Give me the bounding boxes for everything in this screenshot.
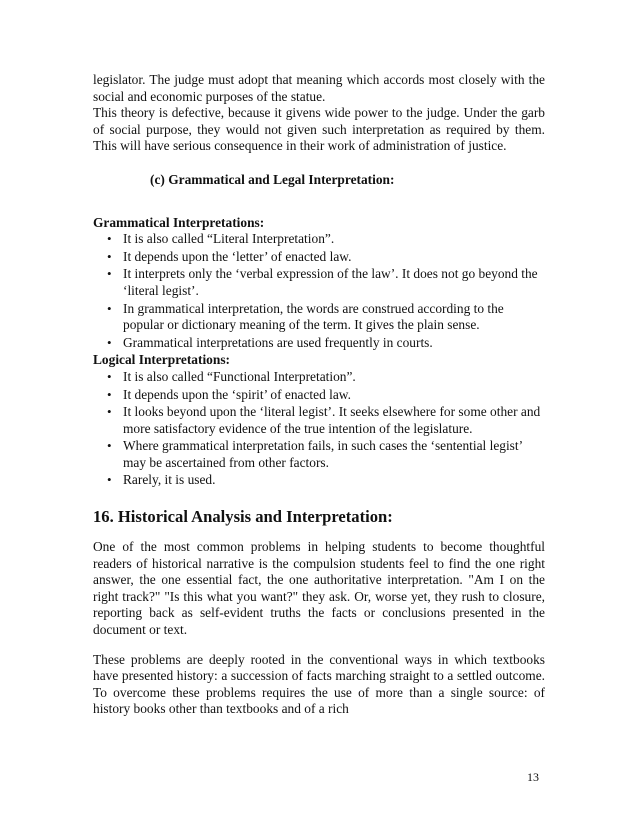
list-item: • Rarely, it is used. [107, 472, 216, 488]
bullet-icon: • [107, 300, 112, 316]
list-item: • It depends upon the ‘spirit’ of enacted law. [107, 386, 351, 402]
grammatical-title: Grammatical Interpretations: [93, 214, 265, 230]
list-item: • Where grammatical interpretation fails, in such cases the ‘sentential legist’ may be ascertained from other factors. [107, 438, 523, 470]
document-page [93, 72, 545, 718]
bullet-icon: • [107, 266, 112, 282]
bullet-icon: • [107, 438, 112, 454]
list-item: • Grammatical interpretations are used frequently in courts. [107, 334, 433, 350]
bullet-icon: • [107, 368, 112, 384]
logical-title: Logical Interpretations: [93, 352, 230, 368]
list-item: • It is also called “Functional Interpretation”. [107, 368, 356, 384]
bullet-icon: • [107, 334, 112, 350]
section-16-paragraph-1: One of the most common problems in helping students to become thoughtful readers of historical narrative is the compulsion students feel to find the one right answer, the one essential fact, the one authoritative interpretation. "Am I on the right track?" "Is this what you want?" they ask. Or, worse yet, they rush to closure, reporting back as self-evident truths the facts or conclusions presented in the document or text. [93, 539, 545, 638]
page-number: 13 [527, 770, 539, 784]
logical-list [93, 369, 545, 489]
bullet-icon: • [107, 248, 112, 264]
bullet-icon: • [107, 386, 112, 402]
list-item: • It looks beyond upon the ‘literal legist’. It seeks elsewhere for some other and more satisfactory evidence of the true intention of the legislature. [107, 404, 541, 436]
list-item: • It interprets only the ‘verbal expression of the law’. It does not go beyond the ‘literal legist’. [107, 266, 538, 298]
section-16-paragraph-2: These problems are deeply rooted in the conventional ways in which textbooks have presented history: a succession of facts marching straight to a settled outcome. To overcome these problems requires the use of more than a single source: of history books other than textbooks and of a rich [93, 651, 545, 717]
subheading-grammatical-legal: (c) Grammatical and Legal Interpretation: [150, 171, 395, 187]
list-item: • It depends upon the ‘letter’ of enacted law. [107, 248, 352, 264]
grammatical-list [93, 231, 545, 351]
bullet-icon: • [107, 404, 112, 420]
list-item: • It is also called “Literal Interpretation”. [107, 231, 335, 247]
bullet-icon: • [107, 231, 112, 247]
section-16-title: 16. Historical Analysis and Interpretation: [93, 507, 393, 527]
intro-paragraph-2: This theory is defective, because it givens wide power to the judge. Under the garb of social purpose, they would not given such interpretation as required by them. This will have serious consequence in their work of administration of justice. [93, 105, 545, 154]
list-item: • In grammatical interpretation, the words are construed according to the popular or dictionary meaning of the term. It gives the plain sense. [107, 300, 504, 333]
bullet-icon: • [107, 472, 112, 488]
intro-paragraph-1: legislator. The judge must adopt that meaning which accords most closely with the social and economic purposes of the statue. [93, 72, 545, 104]
